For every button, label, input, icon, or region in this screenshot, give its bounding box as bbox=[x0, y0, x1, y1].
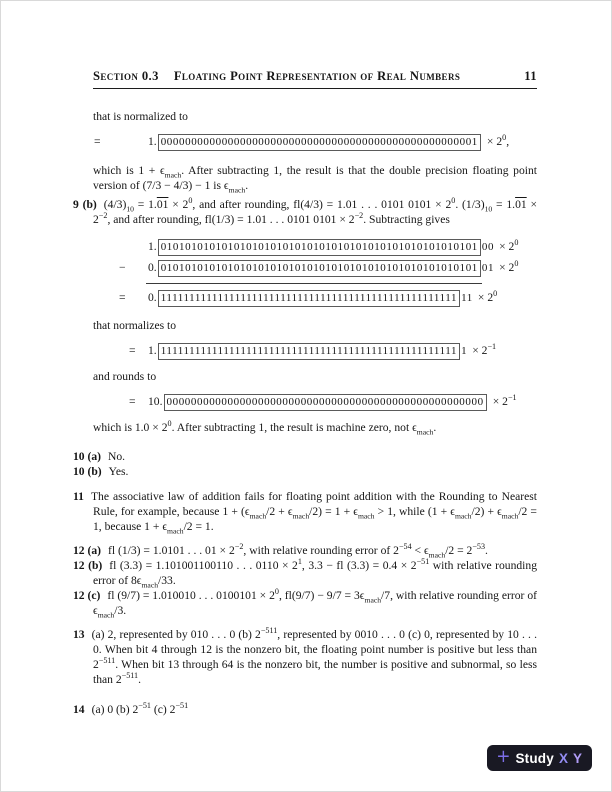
equation-sign: = bbox=[119, 291, 126, 304]
equation-sign: − bbox=[119, 261, 126, 274]
paragraph-text: $(4/3)_{10} = 1.01 \times 2^0$, and after rounding, fl(4/3) = 1.01 . . . 0101 $0101 \times 2^0$. $(1/3)_{10} = 1.01 \times 2^{-2}$, and after rounding, fl(1/3) = 1.01 . . . 0101 $0101 \times 2^{-2}$. Subtracting gives bbox=[93, 196, 538, 226]
brand-name-y: Y bbox=[572, 750, 582, 766]
brand-name-primary: Study bbox=[515, 750, 554, 766]
item-label: 12 (a) bbox=[73, 544, 102, 557]
paragraph-text: that is normalized to bbox=[93, 110, 188, 123]
item-label: 10 (b) bbox=[73, 465, 102, 478]
normalized-intro-text bbox=[73, 109, 537, 124]
boxed-bit-string: 0101010101010101010101010101010101010101010101010101 bbox=[158, 260, 481, 277]
rounds-intro-text bbox=[73, 369, 537, 384]
item-label: 9 (b) bbox=[73, 198, 97, 211]
paragraph-text: (a) 0 (b) $2^{-51}$ (c) $2^{-51}$ bbox=[91, 701, 189, 716]
power-factor: × $2^{-1}$ bbox=[472, 342, 497, 357]
paragraph-text: (a) 2, represented by 010 . . . 0 (b) $2^{-511}$, represented by 0010 . . . 0 (c) 0, represented by 10 . . . 0. When bit 4 through 12 is the nonzero bit, the floating point number is positive but less than $2^{-511}$. When bit 13 through 64 is the nonzero bit, the number is positive and subnormal, so less than $2^{-511}$. bbox=[91, 626, 537, 686]
paragraph-text: The associative law of addition fails for floating point addition with the Rounding to Nearest Rule, for example, because $1 + (\epsilon_{mach}/2 + \epsilon_{mach}/2) = 1 + \epsilon_{mach} > 1$, while $(1 + \epsilon_{mach}/2) + \epsilon_{mach}/2 = 1$, because $1 + \epsilon_{mach}/2 = 1$. bbox=[90, 490, 537, 536]
paragraph-text: Yes. bbox=[108, 465, 129, 478]
content-column bbox=[73, 109, 537, 717]
power-factor: × $2^0$ bbox=[499, 259, 519, 274]
equation-sign: = bbox=[129, 395, 136, 408]
page-header bbox=[93, 69, 537, 89]
eq-rounded bbox=[73, 393, 537, 411]
subtract-one-result-text bbox=[73, 163, 537, 193]
boxed-bit-string: 0101010101010101010101010101010101010101010101010101 bbox=[158, 239, 481, 256]
page-number: 11 bbox=[524, 69, 537, 83]
row-minuend bbox=[73, 238, 537, 256]
eq-one-plus-epsilon bbox=[73, 133, 537, 151]
item-9b bbox=[73, 197, 537, 227]
machine-zero-text bbox=[73, 420, 537, 435]
paragraph-text: fl (9/7) = 1.010010 . . . $0100101 \times 2^0$, $fl(9/7) - 9/7 = 3\epsilon_{mach}/7$, with relative rounding error of $\epsilon_{mach}/3$. bbox=[93, 587, 537, 620]
plus-icon: + bbox=[496, 745, 511, 767]
section-title: Floating Point Representation of Real Numbers bbox=[173, 69, 461, 83]
paragraph-text: No. bbox=[108, 450, 126, 463]
brand-name-x: X bbox=[558, 750, 568, 766]
item-label: 10 (a) bbox=[73, 450, 102, 463]
item-label: 12 (c) bbox=[73, 589, 101, 602]
paragraph-text: which is $1 + \epsilon_{mach}$. After subtracting 1, the result is that the double precision floating point version of (7/3 − 4/3) − 1 is $\epsilon_{mach}$. bbox=[93, 164, 537, 195]
item-label: 11 bbox=[73, 490, 84, 503]
power-factor: × $2^0$ bbox=[477, 289, 498, 304]
mantissa-lead: 1. bbox=[148, 240, 157, 253]
item-10b bbox=[73, 464, 537, 479]
paragraph-text: that normalizes to bbox=[93, 319, 177, 332]
boxed-bit-string: 0000000000000000000000000000000000000000000000000001 bbox=[158, 134, 481, 151]
overflow-bits: 00 bbox=[481, 241, 495, 253]
boxed-bit-string: 1111111111111111111111111111111111111111111111111111 bbox=[158, 290, 460, 307]
mantissa-lead: 0. bbox=[148, 291, 157, 304]
item-12c bbox=[73, 588, 537, 618]
row-difference bbox=[73, 289, 537, 307]
section-label: Section 0.3 bbox=[93, 69, 159, 83]
overflow-bits: 01 bbox=[481, 262, 495, 274]
binary-subtraction-stack bbox=[73, 238, 537, 307]
paragraph-text: and rounds to bbox=[93, 370, 157, 383]
item-10a bbox=[73, 449, 537, 464]
equation-sign: = bbox=[94, 135, 101, 148]
studyxy-logo bbox=[487, 745, 592, 771]
overflow-bits: 11 bbox=[461, 292, 473, 304]
power-factor: × $2^0$ bbox=[499, 238, 519, 253]
overflow-bits: 1 bbox=[461, 345, 468, 357]
power-factor: × $2^{-1}$ bbox=[492, 393, 517, 408]
boxed-bit-string: 1111111111111111111111111111111111111111111111111111 bbox=[158, 343, 460, 360]
item-12b bbox=[73, 558, 537, 588]
power-factor: × $2^0$, bbox=[486, 133, 510, 148]
paragraph-text: fl (3.3) = 1.101001100110 . . . $0110 \times 2^1$, 3.3 − fl $(3.3) = 0.4 \times 2^{-51}$ with relative rounding error of $8\epsilon_{mach}/33$. bbox=[93, 557, 538, 590]
paragraph-text: fl (1/3) = 1.0101 . . . $01 \times 2^{-2}$, with relative rounding error of $2^{-54} < \epsilon_{mach}/2 = 2^{-53}$. bbox=[108, 542, 488, 560]
difference-rule bbox=[146, 283, 482, 284]
item-label: 14 bbox=[73, 703, 85, 716]
item-13 bbox=[73, 627, 537, 687]
item-label: 13 bbox=[73, 628, 85, 641]
normalizes-intro-text bbox=[73, 318, 537, 333]
eq-normalized bbox=[73, 342, 537, 360]
paragraph-text: which is $1.0 \times 2^0$. After subtracting 1, the result is machine zero, not $\epsilon_{mach}$. bbox=[93, 419, 437, 437]
boxed-bit-string: 0000000000000000000000000000000000000000000000000000 bbox=[164, 394, 487, 411]
equation-sign: = bbox=[129, 344, 136, 357]
row-subtrahend bbox=[73, 259, 537, 277]
mantissa-lead: 1. bbox=[148, 135, 157, 148]
mantissa-lead: 0. bbox=[148, 261, 157, 274]
mantissa-lead: 1. bbox=[148, 344, 157, 357]
item-12a bbox=[73, 543, 537, 558]
mantissa-lead: 10. bbox=[148, 395, 163, 408]
item-14 bbox=[73, 702, 537, 717]
item-11 bbox=[73, 489, 537, 534]
item-label: 12 (b) bbox=[73, 559, 103, 572]
